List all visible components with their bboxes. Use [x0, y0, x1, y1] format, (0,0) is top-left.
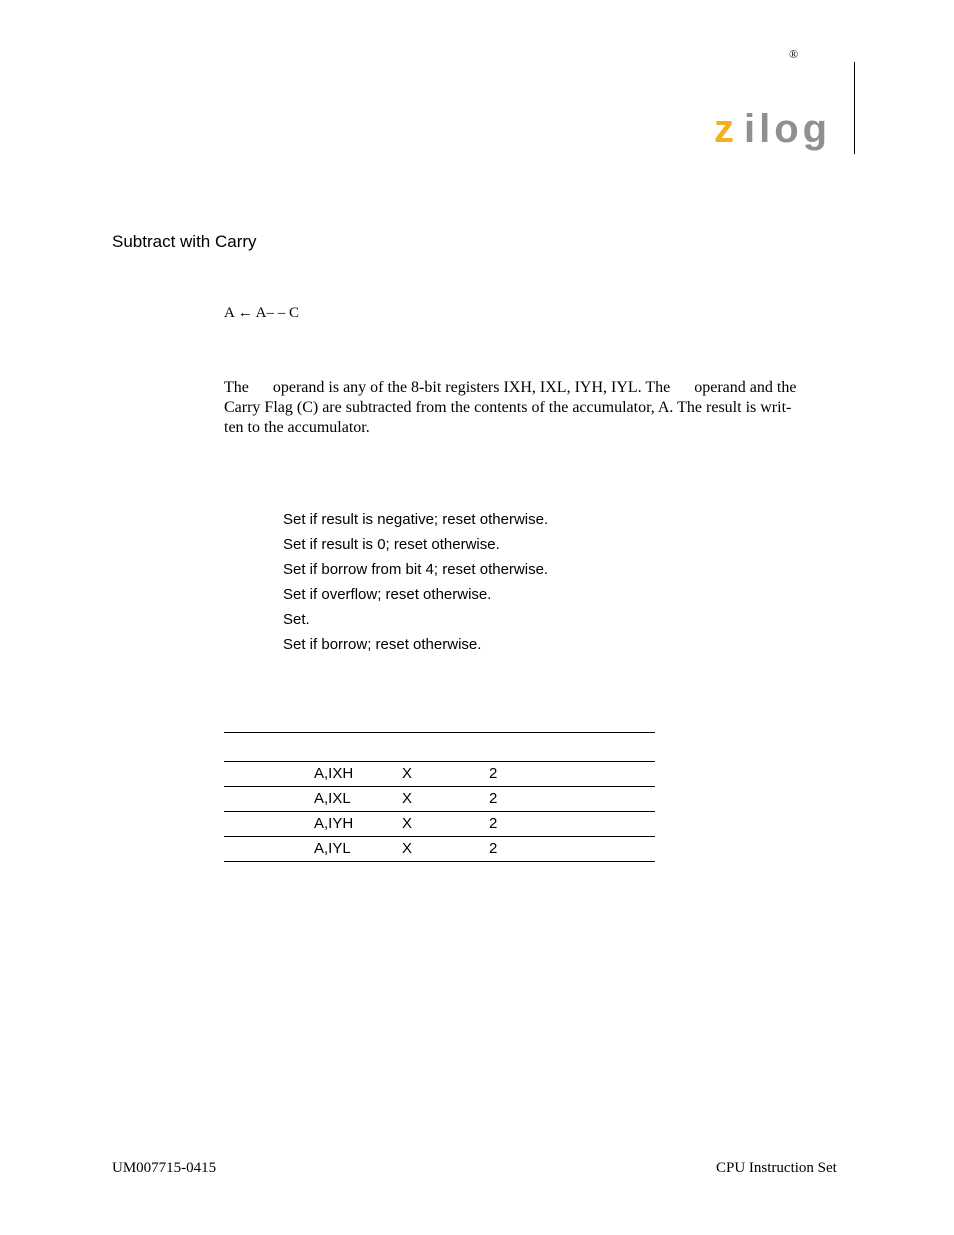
count-cell: 2	[489, 815, 498, 832]
count-cell: 2	[489, 840, 498, 857]
flag-n-description: Set.	[283, 611, 310, 628]
operand-cell: A,IYH	[314, 815, 354, 832]
condition-bits-list	[283, 507, 548, 657]
zilog-logo	[712, 106, 848, 156]
description-line: The operand is any of the 8-bit registers IXH, IXL, IYH, IYL. The operand and the	[224, 379, 797, 396]
operand-cell: A,IYL	[314, 840, 351, 857]
flag-c-description: Set if borrow; reset otherwise.	[283, 636, 482, 653]
flag-h-description: Set if borrow from bit 4; reset otherwise.	[283, 561, 549, 578]
flag-s-description: Set if result is negative; reset otherwise.	[283, 511, 549, 528]
table-row	[224, 787, 655, 812]
registered-mark: ®	[789, 47, 799, 61]
description-line: ten to the accumulator.	[224, 419, 370, 436]
header-divider	[854, 62, 855, 154]
footer-section-name: CPU Instruction Set	[716, 1160, 837, 1176]
description	[224, 378, 834, 438]
zilog-logo-z: z	[714, 107, 734, 151]
footer-doc-id: UM007715-0415	[112, 1160, 217, 1176]
table-header	[224, 733, 655, 762]
x-cell: X	[402, 790, 413, 807]
count-cell: 2	[489, 790, 498, 807]
operation-formula: A ← A– – C	[224, 305, 300, 321]
description-line: Carry Flag (C) are subtracted from the contents of the accumulator, A. The result is writ-	[224, 399, 792, 416]
x-cell: X	[402, 815, 413, 832]
zilog-logo-rest: ilog	[744, 107, 832, 151]
operand-cell: A,IXH	[314, 765, 354, 782]
count-cell: 2	[489, 765, 498, 782]
table-row	[224, 837, 655, 862]
operand-cell: A,IXL	[314, 790, 351, 807]
section-title: Subtract with Carry	[112, 232, 257, 251]
flag-pv-description: Set if overflow; reset otherwise.	[283, 586, 492, 603]
x-cell: X	[402, 840, 413, 857]
x-cell: X	[402, 765, 413, 782]
opcode-table	[224, 732, 655, 862]
table-row	[224, 812, 655, 837]
flag-z-description: Set if result is 0; reset otherwise.	[283, 536, 500, 553]
table-row	[224, 762, 655, 787]
